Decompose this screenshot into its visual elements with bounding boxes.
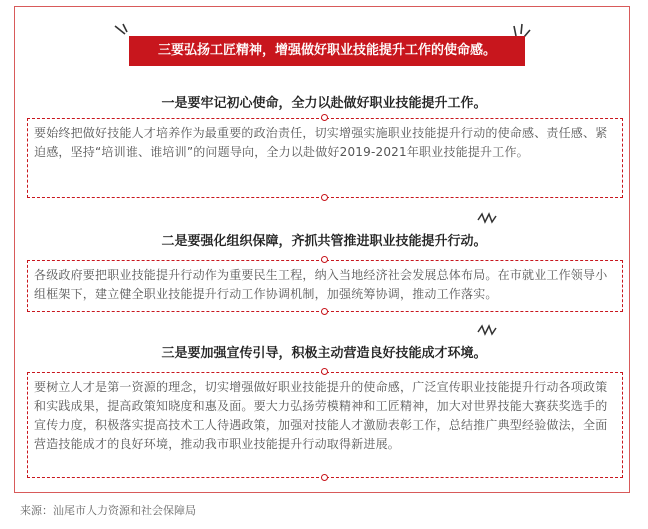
box-dot-2 xyxy=(321,256,328,263)
section-body-1: 要始终把做好技能人才培养作为最重要的政治责任，切实增强实施职业技能提升行动的使命感、责任感、紧迫感，坚持“培训谁、谁培训”的问题导向，全力以赴做好2019-2021年职业技能提升工作。 xyxy=(27,118,623,198)
section-banner: 三要弘扬工匠精神，增强做好职业技能提升工作的使命感。 xyxy=(129,36,525,66)
source-credit: 来源：汕尾市人力资源和社会保障局 xyxy=(20,504,196,517)
box-dot-3 xyxy=(321,368,328,375)
decorative-squiggle-icon xyxy=(476,210,502,230)
section-heading-3: 三是要加强宣传引导，积极主动营造良好技能成才环境。 xyxy=(161,346,487,361)
decorative-squiggle-icon-2 xyxy=(476,322,502,342)
box-dot-1b xyxy=(321,194,328,201)
box-dot-3b xyxy=(321,474,328,481)
section-heading-2: 二是要强化组织保障，齐抓共管推进职业技能提升行动。 xyxy=(161,234,487,249)
section-body-3: 要树立人才是第一资源的理念，切实增强做好职业技能提升的使命感，广泛宣传职业技能提升行动各项政策和实践成果，提高政策知晓度和惠及面。要大力弘扬劳模精神和工匠精神，加大对世界技能大赛获奖选手的宣传力度，积极落实提高技术工人待遇政策，加强对技能人才激励表彰工作，总结推广典型经验做法，全面营造技能成才的良好环境，推动我市职业技能提升行动取得新进展。 xyxy=(27,372,623,478)
section-heading-1: 一是要牢记初心使命，全力以赴做好职业技能提升工作。 xyxy=(161,96,487,111)
box-dot-1 xyxy=(321,114,328,121)
box-dot-2b xyxy=(321,308,328,315)
section-body-2: 各级政府要把职业技能提升行动作为重要民生工程，纳入当地经济社会发展总体布局。在市就业工作领导小组框架下，建立健全职业技能提升行动工作协调机制，加强统筹协调，推动工作落实。 xyxy=(27,260,623,312)
